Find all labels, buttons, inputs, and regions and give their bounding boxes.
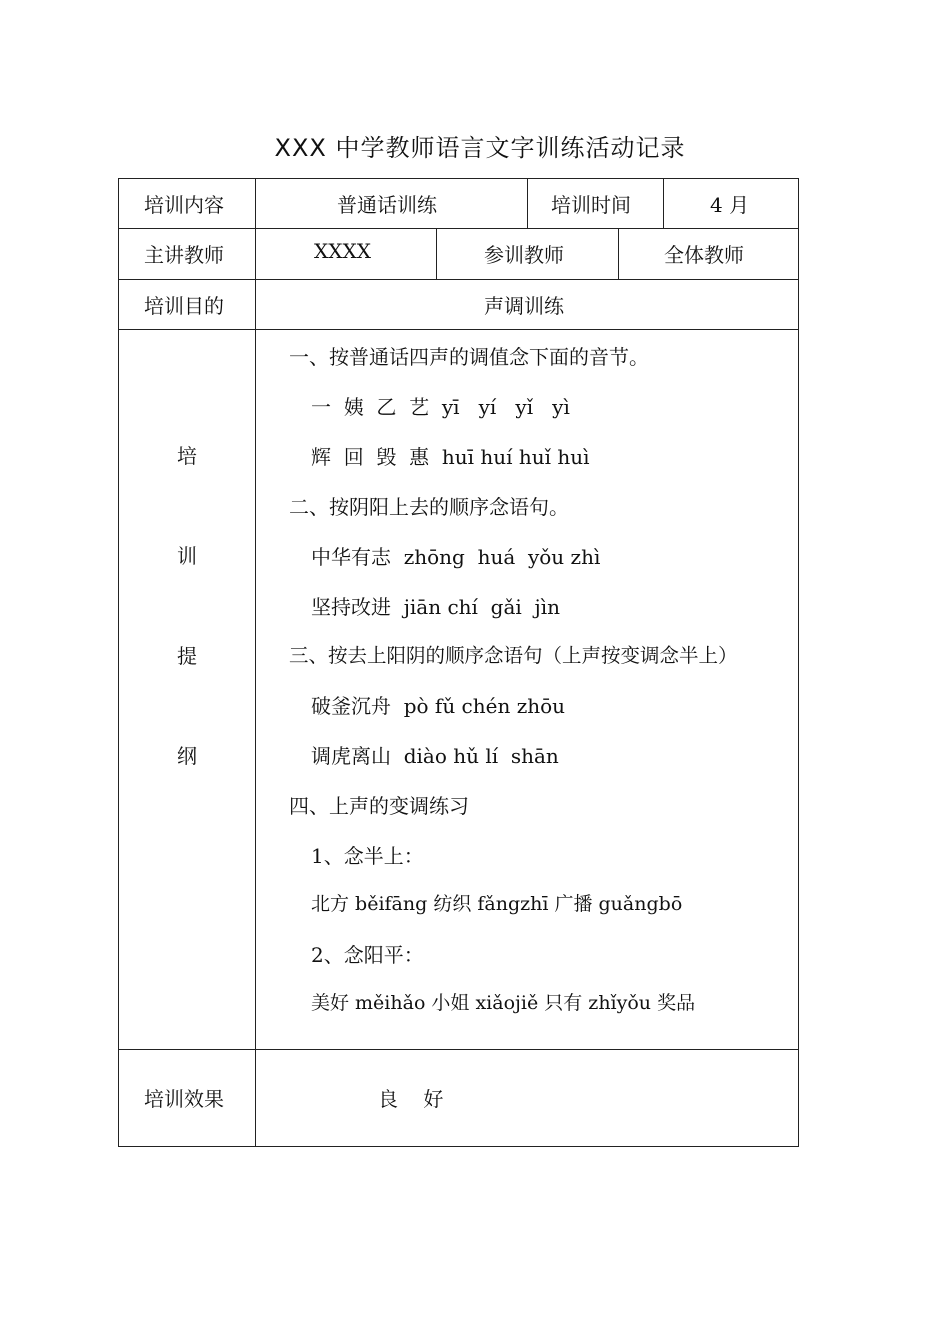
label-training-content: 培训内容 <box>144 193 224 217</box>
effect-value: 良 好 <box>378 1087 444 1111</box>
label-lecturer: 主讲教师 <box>144 243 224 267</box>
outline-line: 一、按普通话四声的调值念下面的音节。 <box>289 345 649 369</box>
training-content-value: 普通话训练 <box>337 193 437 217</box>
label-training-time: 培训时间 <box>551 193 631 217</box>
outline-line: 1、念半上： <box>311 844 424 868</box>
outline-line: 中华有志 zhōng huá yǒu zhì <box>311 545 601 569</box>
outline-line: 2、念阳平： <box>311 943 424 967</box>
training-time-value: 4 月 <box>710 193 750 217</box>
document-title: XXX 中学教师语言文字训练活动记录 <box>274 134 686 162</box>
outline-label-char: 提 <box>177 644 197 668</box>
outline-label-char: 纲 <box>177 744 197 768</box>
outline-line: 一 姨 乙 艺 yī yí yǐ yì <box>311 395 570 419</box>
lecturer-value: XXXX <box>314 239 371 263</box>
outline-label-char: 培 <box>177 444 197 468</box>
label-goal: 培训目的 <box>144 294 224 318</box>
goal-value: 声调训练 <box>484 294 564 318</box>
outline-line: 四、上声的变调练习 <box>289 794 469 818</box>
outline-line: 北方 běifāng 纺织 fǎngzhī 广播 guǎngbō <box>311 893 683 915</box>
outline-line: 美好 měihǎo 小姐 xiǎojiě 只有 zhǐyǒu 奖品 <box>311 992 696 1014</box>
outline-line: 辉 回 毁 惠 huī huí huǐ huì <box>311 445 590 469</box>
outline-line: 二、按阴阳上去的顺序念语句。 <box>289 495 569 519</box>
outline-line: 三、按去上阳阴的顺序念语句（上声按变调念半上） <box>289 644 738 667</box>
outline-line: 破釜沉舟 pò fǔ chén zhōu <box>311 694 566 718</box>
label-effect: 培训效果 <box>144 1087 224 1111</box>
participants-value: 全体教师 <box>664 243 744 267</box>
label-participants: 参训教师 <box>484 243 564 267</box>
outline-label-char: 训 <box>177 544 197 568</box>
outline-line: 坚持改进 jiān chí gǎi jìn <box>311 595 560 619</box>
outline-line: 调虎离山 diào hǔ lí shān <box>311 744 559 768</box>
